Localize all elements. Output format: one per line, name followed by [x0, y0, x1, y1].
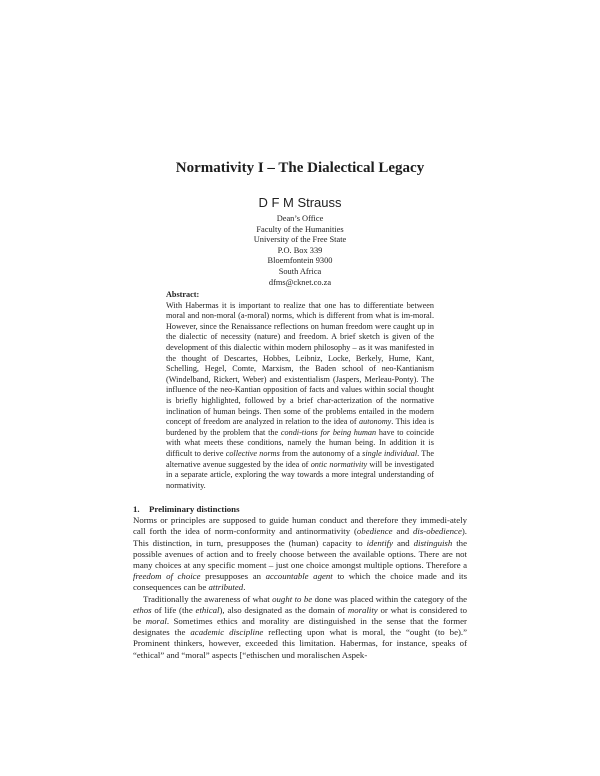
italic-span: collective norms — [225, 448, 280, 458]
italic-span: autonomy — [359, 417, 392, 427]
italic-span: distinguish — [413, 537, 453, 548]
italic-span: single individual — [362, 448, 418, 458]
section-heading — [133, 504, 467, 515]
affiliation-line: Bloemfontein 9300 — [267, 256, 333, 266]
affiliation-line: South Africa — [278, 266, 322, 276]
italic-span: condi-tions for being human — [280, 427, 377, 437]
italic-span: morality — [347, 604, 378, 615]
italic-span: ethos — [133, 604, 152, 615]
affiliation-line: Faculty of the Humanities — [256, 224, 344, 234]
affiliation-line: University of the Free State — [253, 235, 347, 245]
italic-span: identify — [366, 537, 393, 548]
body-paragraph: Traditionally the awareness of what ought to be done was placed within the category of the ethos of life (the ethical), also designated as the domain of morality or what is considered to be moral. Sometimes ethics and morality are distinguished in the sense that the former designates the academic discipline reflecting upon what is moral, the “ought (to be).” Prominent thinkers, however, exceeded this limitation. Habermas, for instance, speaks of “ethical” and “moral” aspects [“ethischen und moralischen Aspek- — [133, 593, 468, 660]
italic-span: dis-obedience — [413, 526, 462, 537]
affiliation-line: P.O. Box 339 — [277, 245, 323, 255]
italic-span: academic discipline — [190, 627, 264, 638]
italic-span: ontic normativity — [310, 459, 368, 469]
affiliation-line: Dean’s Office — [276, 214, 324, 223]
author-email: dfms@cknet.co.za — [268, 277, 332, 287]
affiliation-block — [0, 214, 600, 288]
italic-span: ethical — [195, 604, 220, 615]
italic-span: freedom of choice — [133, 571, 201, 582]
author-name: D F M Strauss — [258, 195, 342, 210]
abstract-text: With Habermas it is important to realize that one has to differentiate between moral and non-moral (a-moral) norms, which is different from what is im-moral. However, since the Renaissance reflections on human freedom were caught up in the dialectic of necessity (nature) and freedom. A brief sketch is given of the development of this dialectic within modern philosophy – as it was manifested in the thought of Descartes, Hobbes, Leibniz, Locke, Berkely, Hume, Kant, Schelling, Hegel, Comte, Marxism, the Baden school of neo-Kantianism (Windelband, Rickert, Weber) and existentialism (Jaspers, Merleau-Ponty). The influence of the neo-Kantian opposition of facts and values within social thought is briefly highlighted, followed by a brief char-acterization of the normative inclination of human beings. Then some of the problems entailed in the modern concept of freedom are analyzed in relation to the idea of autonomy. This idea is burdened by the problem that the condi-tions for being human have to coincide with what meets these conditions, namely the human being. In addition it is difficult to derive collective norms from the autonomy of a single individual. The alternative avenue suggested by the idea of ontic normativity will be investigated in a separate article, exploring the way towards a more integral understanding of normativity. — [166, 300, 435, 490]
abstract-label: Abstract: — [166, 290, 200, 299]
abstract — [166, 290, 434, 491]
italic-span: moral — [145, 616, 167, 627]
body-paragraph: Norms or principles are supposed to guide human conduct and therefore they immedi-ately call forth the idea of norm-conformity and antinormativity (obedience and dis-obedience). This distinction, in turn, presupposes the (human) capacity to identify and distinguish the possible avenues of action and to freely choose between the available options. There are not many choices at any specific moment – just one choice amongst multiple options. Therefore a freedom of choice presupposes an accountable agent to which the choice made and its consequences can be attributed. — [133, 515, 468, 593]
section-number: 1. — [133, 504, 140, 514]
paper-title: Normativity I – The Dialectical Legacy — [175, 160, 425, 176]
italic-span: attributed — [208, 582, 244, 593]
italic-span: accountable agent — [265, 571, 333, 582]
italic-span: ought to be — [272, 593, 313, 604]
section-title: Preliminary distinctions — [149, 504, 240, 514]
section-1 — [133, 504, 467, 661]
italic-span: obedience — [356, 526, 393, 537]
